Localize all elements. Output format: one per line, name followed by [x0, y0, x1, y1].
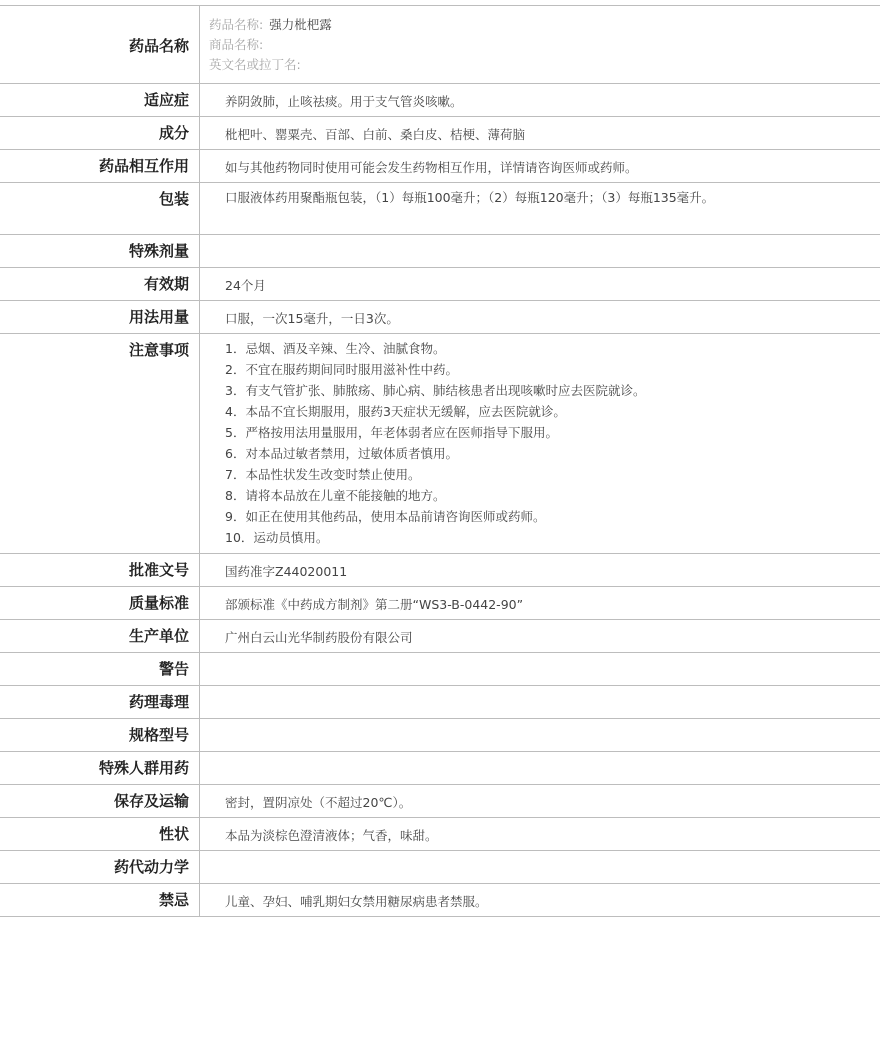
row-interactions: [0, 150, 880, 183]
row-value-pharmacokinetics: [200, 851, 880, 884]
row-value-precautions: [200, 334, 880, 554]
row-drug-name: [0, 6, 880, 84]
row-label-shelf-life: 有效期: [0, 268, 200, 301]
row-standard: [0, 587, 880, 620]
drug-name-value: 强力枇杷露: [269, 17, 332, 32]
precaution-item: 3．有支气管扩张、肺脓疡、肺心病、肺结核患者出现咳嗽时应去医院就诊。: [225, 383, 646, 398]
precaution-item: 6．对本品过敏者禁用，过敏体质者慎用。: [225, 446, 458, 461]
row-label-manufacturer: 生产单位: [0, 620, 200, 653]
row-packaging: [0, 183, 880, 235]
row-value-warning: [200, 653, 880, 686]
precaution-item: 7．本品性状发生改变时禁止使用。: [225, 467, 421, 482]
drug-name-line: [209, 15, 870, 35]
english-name-field-label: 英文名或拉丁名:: [209, 57, 301, 72]
row-pharmacokinetics: [0, 851, 880, 884]
drug-spec-sheet: [0, 5, 880, 917]
precaution-item: 8．请将本品放在儿童不能接触的地方。: [225, 488, 446, 503]
row-label-storage: 保存及运输: [0, 785, 200, 818]
drug-name-field-label: 药品名称:: [209, 17, 264, 32]
row-usage: [0, 301, 880, 334]
row-approval: [0, 554, 880, 587]
row-special-population: [0, 752, 880, 785]
row-label-usage: 用法用量: [0, 301, 200, 334]
precaution-item: 9．如正在使用其他药品，使用本品前请咨询医师或药师。: [225, 509, 546, 524]
precaution-item: 2．不宜在服药期间同时服用滋补性中药。: [225, 362, 458, 377]
row-label-warning: 警告: [0, 653, 200, 686]
row-label-appearance: 性状: [0, 818, 200, 851]
row-label-interactions: 药品相互作用: [0, 150, 200, 183]
row-label-specification: 规格型号: [0, 719, 200, 752]
drug-spec-table: [0, 5, 880, 917]
row-value-pharmacology: [200, 686, 880, 719]
precaution-item: 4．本品不宜长期服用，服药3天症状无缓解，应去医院就诊。: [225, 404, 566, 419]
row-value-packaging: 口服液体药用聚酯瓶包装，（1）每瓶100毫升；（2）每瓶120毫升；（3）每瓶135毫升。: [200, 183, 880, 235]
row-label-approval: 批准文号: [0, 554, 200, 587]
row-value-specification: [200, 719, 880, 752]
row-value-manufacturer: 广州白云山光华制药股份有限公司: [200, 620, 880, 653]
row-label-ingredients: 成分: [0, 117, 200, 150]
row-label-contraindications: 禁忌: [0, 884, 200, 917]
precautions-list: [225, 338, 870, 548]
row-value-contraindications: 儿童、孕妇、哺乳期妇女禁用糖尿病患者禁服。: [200, 884, 880, 917]
precaution-item: 1．忌烟、酒及辛辣、生冷、油腻食物。: [225, 341, 446, 356]
row-label-packaging: 包装: [0, 183, 200, 235]
row-value-storage: 密封，置阴凉处（不超过20℃）。: [200, 785, 880, 818]
row-label-special-dosage: 特殊剂量: [0, 235, 200, 268]
row-value-standard: 部颁标准《中药成方制剂》第二册“WS3-B-0442-90”: [200, 587, 880, 620]
row-shelf-life: [0, 268, 880, 301]
row-value-shelf-life: 24个月: [200, 268, 880, 301]
row-value-appearance: 本品为淡棕色澄清液体；气香，味甜。: [200, 818, 880, 851]
row-label-precautions: 注意事项: [0, 334, 200, 554]
row-indications: [0, 84, 880, 117]
row-value-ingredients: 枇杷叶、罂粟壳、百部、白前、桑白皮、桔梗、薄荷脑: [200, 117, 880, 150]
row-label-indications: 适应症: [0, 84, 200, 117]
row-ingredients: [0, 117, 880, 150]
row-value-usage: 口服，一次15毫升，一日3次。: [200, 301, 880, 334]
row-value-special-population: [200, 752, 880, 785]
precaution-item: 5．严格按用法用量服用，年老体弱者应在医师指导下服用。: [225, 425, 558, 440]
row-value-special-dosage: [200, 235, 880, 268]
row-specification: [0, 719, 880, 752]
row-manufacturer: [0, 620, 880, 653]
row-value-interactions: 如与其他药物同时使用可能会发生药物相互作用，详情请咨询医师或药师。: [200, 150, 880, 183]
row-warning: [0, 653, 880, 686]
row-storage: [0, 785, 880, 818]
row-label-special-population: 特殊人群用药: [0, 752, 200, 785]
row-precautions: [0, 334, 880, 554]
row-value-indications: 养阴敛肺，止咳祛痰。用于支气管炎咳嗽。: [200, 84, 880, 117]
drug-name-fields: [200, 6, 880, 84]
row-appearance: [0, 818, 880, 851]
row-label-pharmacokinetics: 药代动力学: [0, 851, 200, 884]
row-value-approval: 国药准字Z44020011: [200, 554, 880, 587]
row-pharmacology: [0, 686, 880, 719]
row-special-dosage: [0, 235, 880, 268]
row-label-standard: 质量标准: [0, 587, 200, 620]
row-contraindications: [0, 884, 880, 917]
row-label-drug-name: 药品名称: [0, 6, 200, 84]
trade-name-field-label: 商品名称:: [209, 37, 264, 52]
row-label-pharmacology: 药理毒理: [0, 686, 200, 719]
precaution-item: 10．运动员慎用。: [225, 530, 329, 545]
